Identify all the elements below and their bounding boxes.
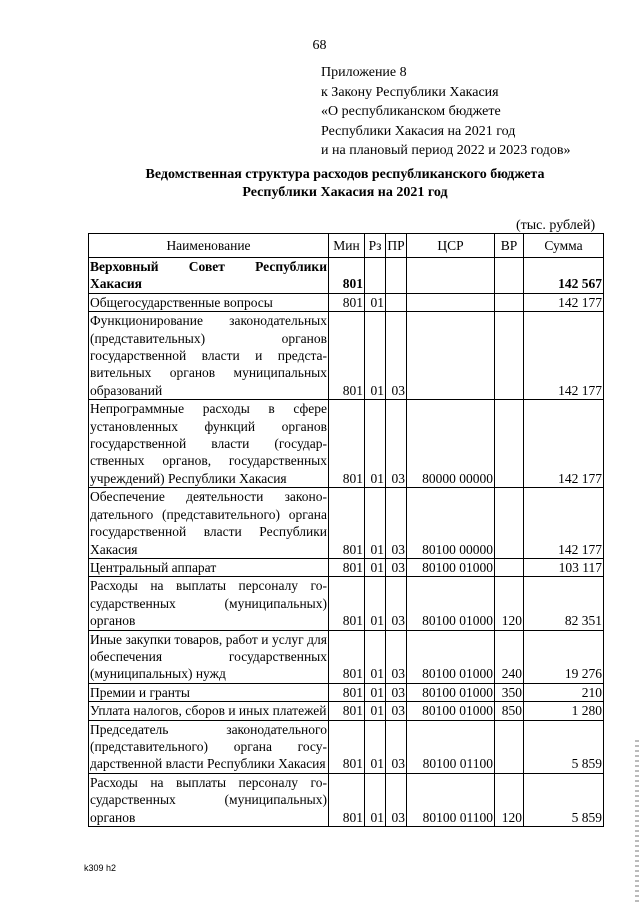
- cell-name: Обеспечение деятельности законодательного (представительного) органа государственной власти Республики Хакасия: [90, 489, 327, 557]
- cell-vr: [495, 720, 524, 773]
- table-header-row: [89, 234, 604, 258]
- cell-name: Председатель законодательного (представительного) органа государственной власти Республики Хакасия: [90, 721, 327, 772]
- cell-csr: [407, 293, 495, 311]
- appendix-line: «О республиканском бюджете: [321, 104, 501, 119]
- page-number: 68: [312, 38, 327, 53]
- cell-sum: 210: [524, 683, 604, 701]
- header-sum: Сумма: [524, 234, 604, 258]
- table-row: [89, 773, 604, 826]
- cell-rz: 01: [365, 702, 386, 720]
- cell-pr: 03: [386, 630, 407, 683]
- cell-sum: 142 177: [524, 488, 604, 559]
- cell-pr: 03: [386, 577, 407, 630]
- cell-sum: 142 567: [524, 258, 604, 294]
- cell-name: Функционирование законодательных (представительных) органов государственной власти и представительных органов муниципальных образований: [90, 313, 327, 398]
- header-min: Мин: [329, 234, 365, 258]
- header-vr: ВР: [495, 234, 524, 258]
- cell-csr: 80100 01100: [407, 773, 495, 826]
- cell-vr: 350: [495, 683, 524, 701]
- table-row: [89, 720, 604, 773]
- cell-csr: 80100 01000: [407, 683, 495, 701]
- table-row: [89, 702, 604, 720]
- cell-vr: [495, 293, 524, 311]
- cell-sum: 5 859: [524, 720, 604, 773]
- cell-csr: 80100 01000: [407, 577, 495, 630]
- document-title: [0, 166, 639, 202]
- cell-rz: 01: [365, 293, 386, 311]
- cell-rz: 01: [365, 312, 386, 400]
- cell-sum: 82 351: [524, 577, 604, 630]
- cell-csr: 80100 01100: [407, 720, 495, 773]
- cell-vr: [495, 258, 524, 294]
- cell-name: Расходы на выплаты персоналу государственных (муниципальных) органов: [90, 578, 327, 629]
- table-row: [89, 630, 604, 683]
- cell-name: Уплата налогов, сборов и иных платежей: [89, 702, 329, 720]
- appendix-header: [321, 63, 571, 161]
- table-row: [89, 400, 604, 488]
- appendix-line: Республики Хакасия на 2021 год: [321, 123, 516, 139]
- appendix-line: Приложение 8: [321, 65, 407, 80]
- title-line: Ведомственная структура расходов республиканского бюджета: [145, 167, 545, 182]
- budget-table: [88, 233, 604, 827]
- cell-sum: 142 177: [524, 312, 604, 400]
- table-row: [89, 312, 604, 400]
- cell-min: 801: [329, 488, 365, 559]
- cell-name: Премии и гранты: [89, 683, 329, 701]
- cell-min: 801: [329, 558, 365, 576]
- title-line: Республики Хакасия на 2021 год: [242, 185, 448, 200]
- cell-csr: 80100 01000: [407, 702, 495, 720]
- cell-min: 801: [329, 702, 365, 720]
- cell-sum: 5 859: [524, 773, 604, 826]
- cell-rz: 01: [365, 577, 386, 630]
- cell-csr: 80100 01000: [407, 630, 495, 683]
- cell-rz: 01: [365, 630, 386, 683]
- cell-name: Иные закупки товаров, работ и услуг для обеспечения государственных (муниципальных) нужд: [90, 631, 327, 682]
- cell-name: Верховный Совет Республики Хакасия: [90, 259, 327, 292]
- cell-rz: 01: [365, 683, 386, 701]
- cell-min: 801: [329, 312, 365, 400]
- footer-code: k309 h2: [84, 863, 117, 873]
- cell-min: 801: [329, 293, 365, 311]
- cell-vr: [495, 558, 524, 576]
- header-pr: ПР: [386, 234, 407, 258]
- table-row: [89, 293, 604, 311]
- table-row: [89, 577, 604, 630]
- table-row: [89, 258, 604, 294]
- cell-vr: 850: [495, 702, 524, 720]
- cell-min: 801: [329, 258, 365, 294]
- table-row: [89, 488, 604, 559]
- cell-pr: 03: [386, 400, 407, 488]
- cell-vr: 120: [495, 577, 524, 630]
- cell-sum: 19 276: [524, 630, 604, 683]
- cell-vr: [495, 488, 524, 559]
- cell-csr: 80100 00000: [407, 488, 495, 559]
- cell-pr: 03: [386, 312, 407, 400]
- cell-name: Расходы на выплаты персоналу государственных (муниципальных) органов: [90, 774, 327, 825]
- header-csr: ЦСР: [407, 234, 495, 258]
- cell-name: Центральный аппарат: [89, 558, 329, 576]
- cell-sum: 103 117: [524, 558, 604, 576]
- cell-min: 801: [329, 630, 365, 683]
- header-rz: Рз: [365, 234, 386, 258]
- cell-name: Общегосударственные вопросы: [89, 293, 329, 311]
- cell-csr: 80000 00000: [407, 400, 495, 488]
- cell-min: 801: [329, 400, 365, 488]
- cell-csr: 80100 01000: [407, 558, 495, 576]
- cell-rz: [365, 258, 386, 294]
- table-row: [89, 683, 604, 701]
- scan-edge-decoration: [635, 740, 639, 905]
- cell-pr: 03: [386, 558, 407, 576]
- cell-rz: 01: [365, 773, 386, 826]
- cell-csr: [407, 312, 495, 400]
- cell-name: Непрограммные расходы в сфере установленных функций органов государственной власти (государственных органов, государственных учреждений) Республики Хакасия: [90, 401, 327, 486]
- cell-pr: 03: [386, 702, 407, 720]
- cell-sum: 142 177: [524, 293, 604, 311]
- cell-pr: [386, 293, 407, 311]
- cell-rz: 01: [365, 488, 386, 559]
- cell-min: 801: [329, 720, 365, 773]
- cell-sum: 1 280: [524, 702, 604, 720]
- cell-vr: [495, 312, 524, 400]
- cell-rz: 01: [365, 558, 386, 576]
- cell-vr: [495, 400, 524, 488]
- header-name: Наименование: [89, 234, 329, 258]
- cell-min: 801: [329, 577, 365, 630]
- table-row: [89, 558, 604, 576]
- cell-rz: 01: [365, 720, 386, 773]
- cell-pr: 03: [386, 488, 407, 559]
- unit-label: (тыс. рублей): [516, 218, 596, 233]
- cell-pr: 03: [386, 683, 407, 701]
- cell-vr: 120: [495, 773, 524, 826]
- appendix-line: к Закону Республики Хакасия: [321, 84, 499, 100]
- cell-sum: 142 177: [524, 400, 604, 488]
- appendix-line: и на плановый период 2022 и 2023 годов»: [321, 143, 571, 158]
- cell-vr: 240: [495, 630, 524, 683]
- cell-min: 801: [329, 773, 365, 826]
- cell-min: 801: [329, 683, 365, 701]
- cell-pr: [386, 258, 407, 294]
- cell-pr: 03: [386, 720, 407, 773]
- cell-pr: 03: [386, 773, 407, 826]
- cell-csr: [407, 258, 495, 294]
- cell-rz: 01: [365, 400, 386, 488]
